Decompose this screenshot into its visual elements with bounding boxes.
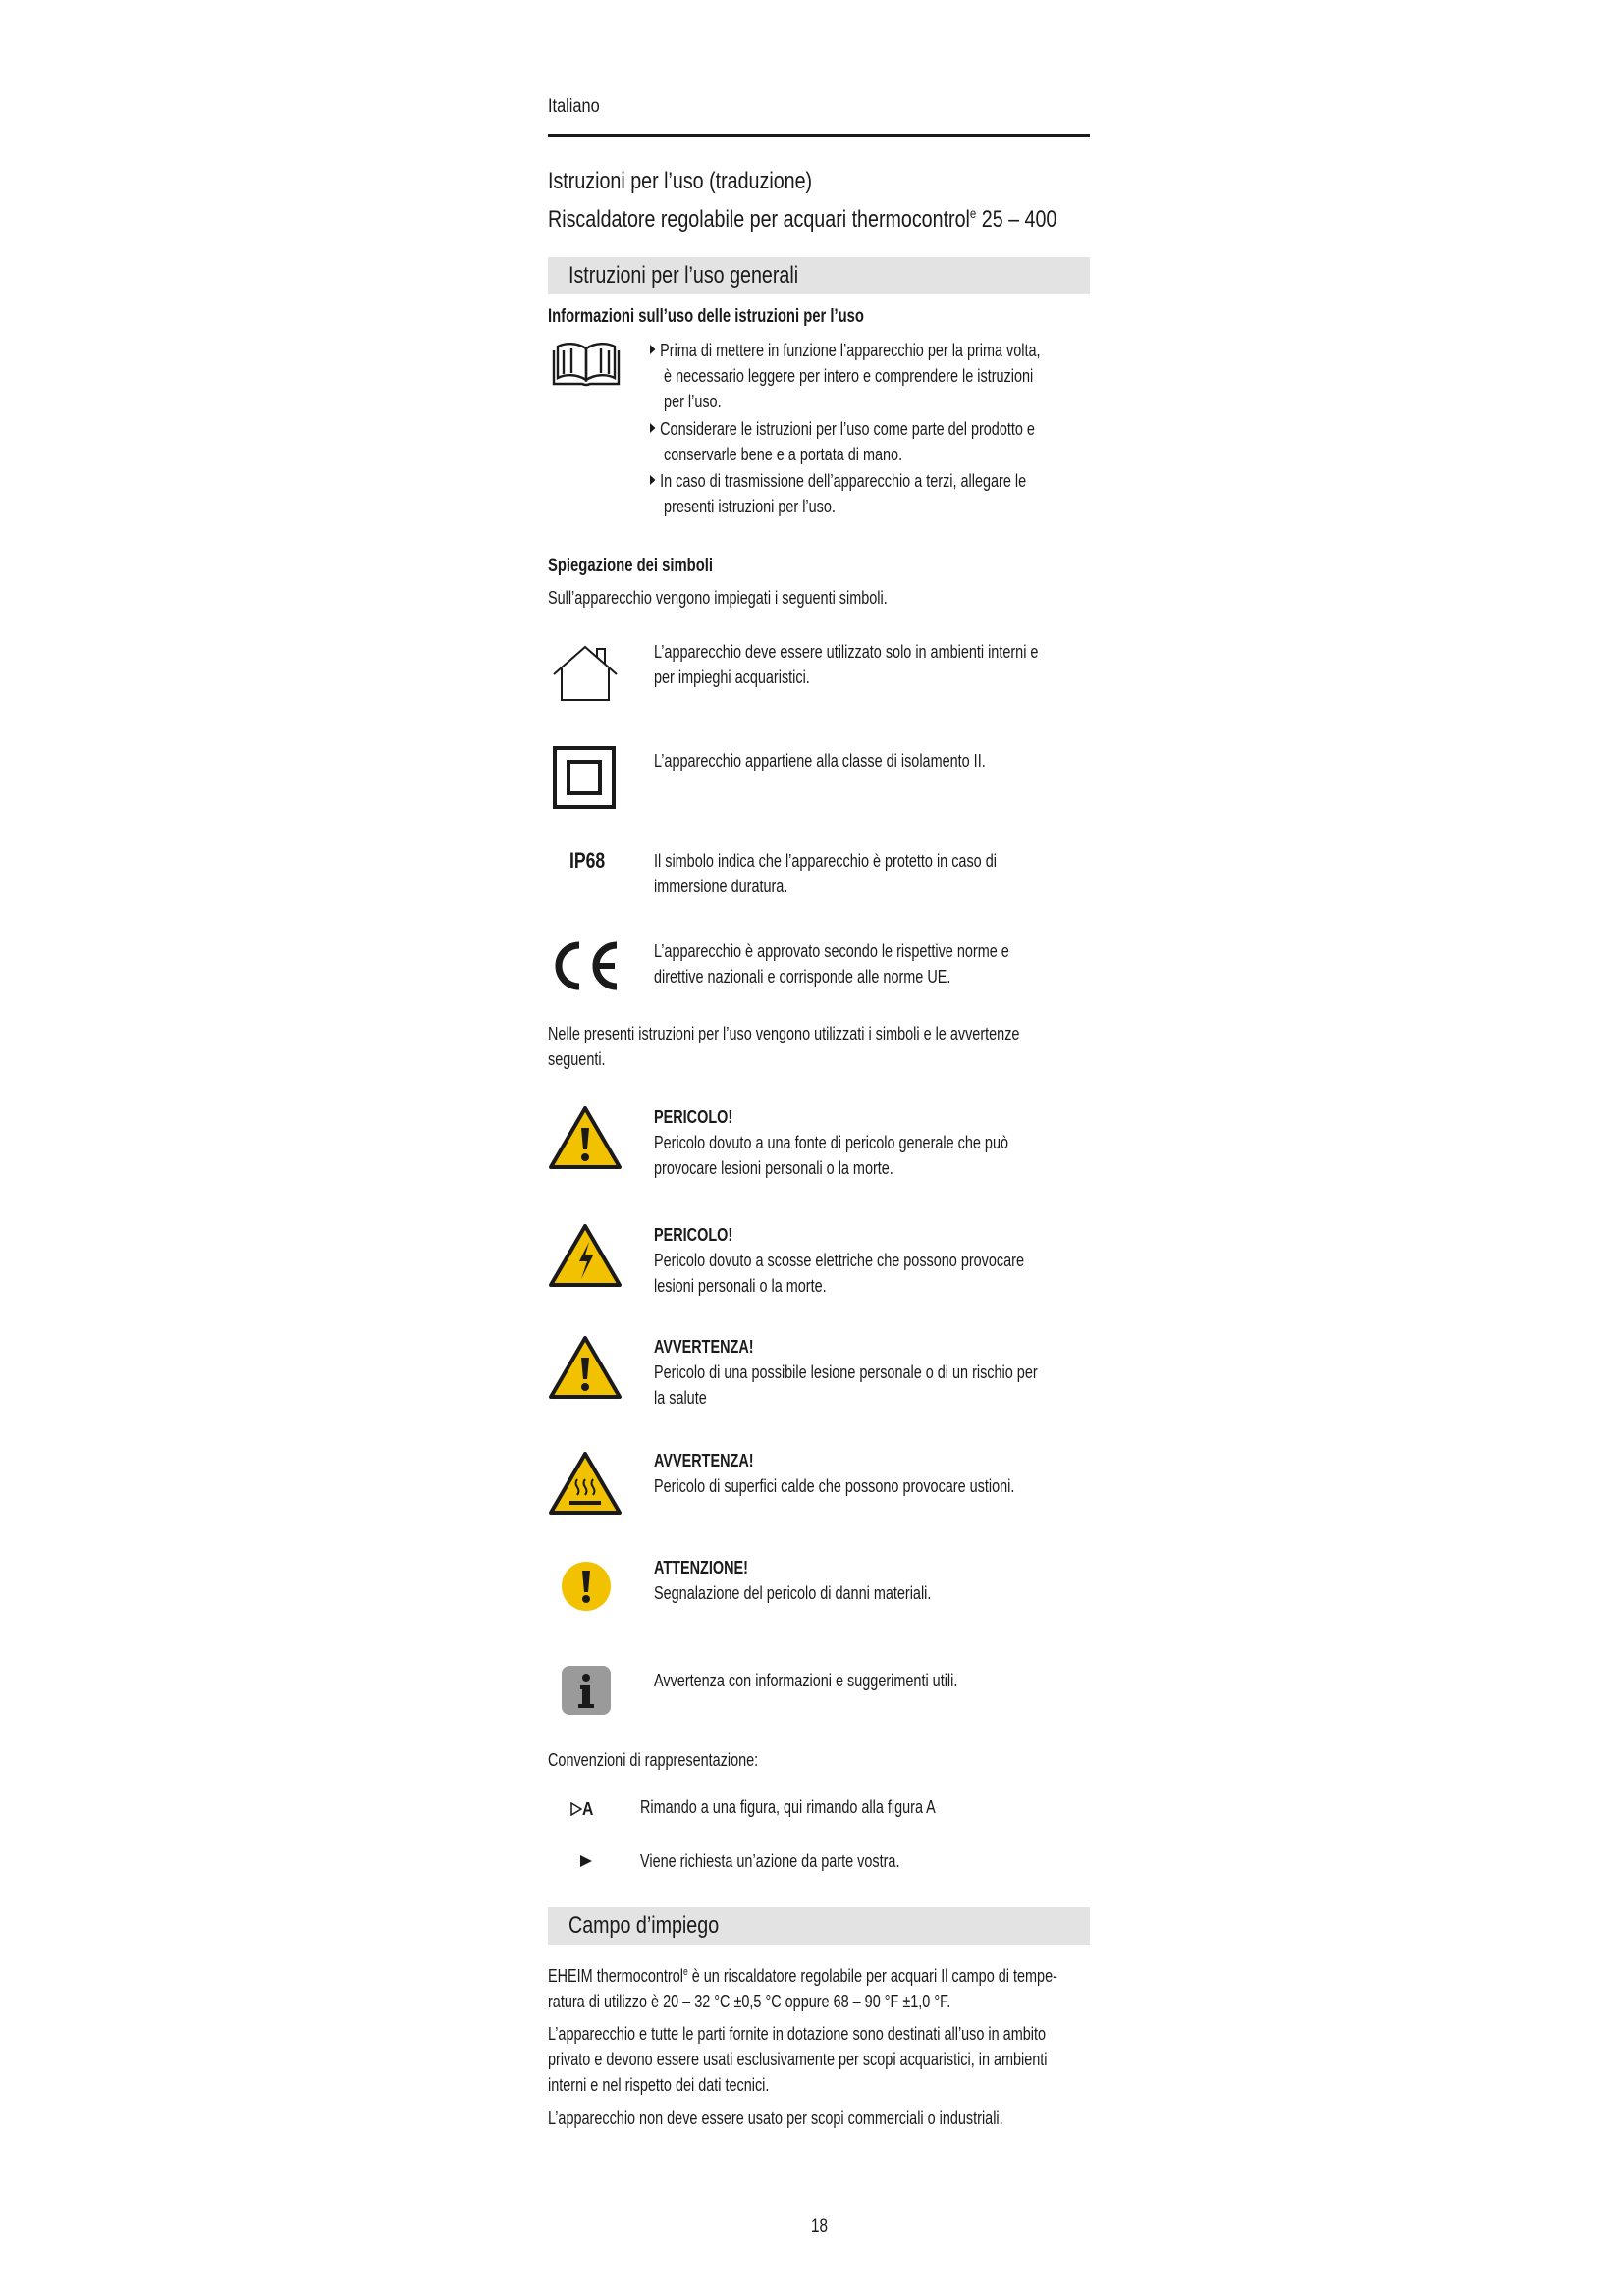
language-label: Italiano	[548, 96, 600, 117]
warning-danger-electric: PERICOLO! Pericolo dovuto a scosse elettriche che possono provocare lesioni personali o la morte.	[654, 1224, 1025, 1296]
figure-ref-triangle-icon	[570, 1802, 582, 1816]
house-symbol-text: L’apparecchio deve essere utilizzato solo in ambienti interni e per impieghi acquaristici.	[654, 641, 1039, 687]
section-heading-field-of-use: Campo d’impiego	[548, 1907, 1090, 1945]
manual-book-icon	[550, 339, 623, 388]
info-tips-text: Avvertenza con informazioni e suggerimenti utili.	[654, 1670, 958, 1690]
instruction-bullet-3: In caso di trasmissione dell’apparecchio a terzi, allegare le presenti istruzioni per l’uso.	[650, 468, 1026, 519]
class-ii-symbol-text: L’apparecchio appartiene alla classe di isolamento II.	[654, 750, 986, 771]
section-heading-general: Istruzioni per l’uso generali	[548, 257, 1090, 294]
danger-exclamation-icon	[548, 1104, 623, 1171]
title-line-2: Riscaldatore regolabile per acquari thermocontrol$^e$ 25 – 400	[548, 205, 1057, 233]
ip68-label: IP68	[569, 848, 606, 873]
info-icon	[561, 1665, 612, 1716]
house-icon	[550, 643, 621, 704]
ip68-symbol-text: Il simbolo indica che l’apparecchio è protetto in caso di immersione duratura.	[654, 850, 997, 896]
figure-reference-icon	[570, 1796, 595, 1822]
title-line-1: Istruzioni per l’uso (traduzione)	[548, 168, 813, 194]
symbols-heading: Spiegazione dei simboli	[548, 556, 713, 576]
field-of-use-paragraph-1: EHEIM thermocontrol$^e$ è un riscaldatore regolabile per acquari Il campo di tempe- ratura di utilizzo è 20 – 32 °C ±0,5 °C oppure 68 – 90 °F ±1,0 °F.	[548, 1965, 1057, 2012]
header-rule	[548, 134, 1090, 137]
warnings-intro: Nelle presenti istruzioni per l’uso vengono utilizzati i simboli e le avvertenze seguenti.	[548, 1023, 1020, 1069]
electric-shock-icon	[548, 1222, 623, 1289]
attention-circle-icon	[560, 1560, 613, 1613]
page-number: 18	[811, 2216, 828, 2237]
figure-ref-letter: A	[582, 1798, 594, 1819]
info-heading: Informazioni sull’uso delle istruzioni per l’uso	[548, 306, 864, 327]
warning-hot-surface: AVVERTENZA! Pericolo di superfici calde che possono provocare ustioni.	[654, 1450, 1015, 1496]
field-of-use-paragraph-3: L’apparecchio non deve essere usato per scopi commerciali o industriali.	[548, 2108, 1003, 2128]
ce-symbol-text: L’apparecchio è approvato secondo le rispettive norme e direttive nazionali e corrisponde alle norme UE.	[654, 940, 1009, 987]
instruction-bullet-1: Prima di mettere in funzione l’apparecchio per la prima volta, è necessario leggere per intero e comprendere le istruzioni per l’uso.	[650, 338, 1041, 414]
action-required-text: Viene richiesta un’azione da parte vostra.	[640, 1850, 900, 1871]
hot-surface-icon	[548, 1450, 623, 1517]
symbols-intro: Sull’apparecchio vengono impiegati i seguenti simboli.	[548, 587, 888, 608]
action-arrow-icon	[579, 1854, 593, 1868]
attention-material-damage: ATTENZIONE! Segnalazione del pericolo di danni materiali.	[654, 1557, 932, 1603]
class-ii-insulation-icon	[553, 746, 616, 809]
warning-personal-injury: AVVERTENZA! Pericolo di una possibile lesione personale o di un rischio per la salute	[654, 1336, 1038, 1408]
warning-exclamation-icon	[548, 1334, 623, 1401]
warning-danger-general: PERICOLO! Pericolo dovuto a una fonte di pericolo generale che può provocare lesioni personali o la morte.	[654, 1106, 1009, 1178]
field-of-use-paragraph-2: L’apparecchio e tutte le parti fornite in dotazione sono destinati all’uso in ambito privato e devono essere usati esclusivamente per scopi acquaristici, in ambienti interni e nel rispetto dei dati tecnici.	[548, 2023, 1048, 2095]
figure-reference-text: Rimando a una figura, qui rimando alla figura A	[640, 1796, 936, 1817]
document-title	[548, 165, 1056, 236]
ce-mark-icon	[550, 939, 624, 992]
instruction-bullet-2: Considerare le istruzioni per l’uso come parte del prodotto e conservarle bene e a portata di mano.	[650, 416, 1035, 467]
conventions-heading: Convenzioni di rappresentazione:	[548, 1749, 759, 1770]
